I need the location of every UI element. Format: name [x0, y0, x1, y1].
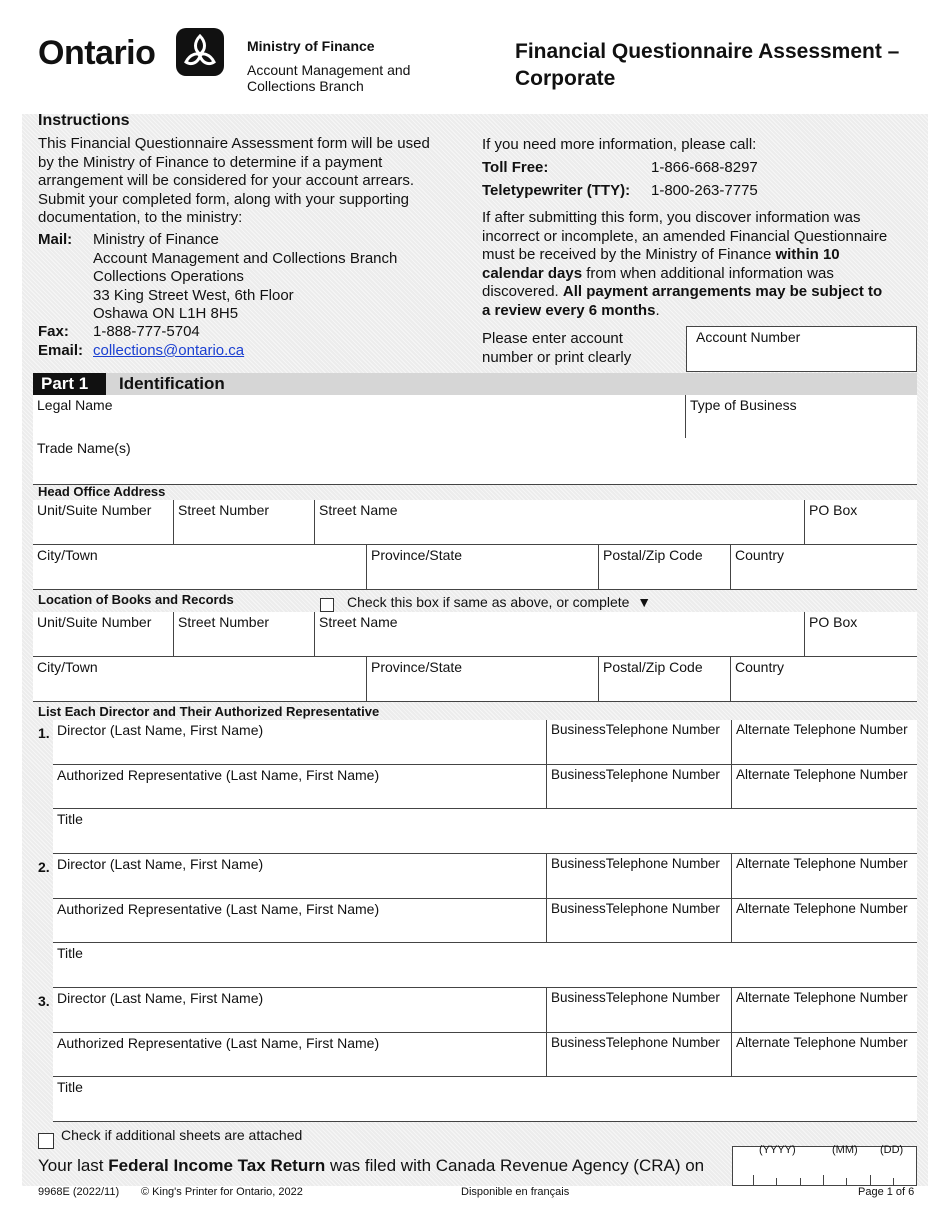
tollfree-label: Toll Free: [482, 159, 549, 176]
mail-line: Ministry of Finance [93, 231, 219, 248]
director-alt-tel-field[interactable] [732, 720, 917, 764]
mm-label: (MM) [832, 1144, 858, 1156]
rep-alt-tel-field[interactable] [732, 765, 917, 808]
instructions-line: This Financial Questionnaire Assessment form will be used [38, 135, 430, 152]
ho-province-field[interactable] [367, 545, 598, 589]
director-group-3 [53, 988, 917, 1121]
form-title-line-2: Corporate [515, 67, 616, 90]
br-street-name-field[interactable] [315, 612, 804, 656]
notice-bold: within 10 [775, 246, 840, 264]
mail-address [93, 231, 397, 324]
tollfree-number: 1-866-668-8297 [651, 159, 758, 176]
yyyy-label: (YYYY) [759, 1144, 796, 1156]
type-of-business-field[interactable] [686, 395, 917, 440]
alt-tel-label: Alternate Telephone Number [736, 1035, 908, 1050]
business-tel-label: BusinessTelephone Number [551, 767, 720, 782]
part1-badge: Part 1 [33, 373, 106, 395]
unit-label: Unit/Suite Number [37, 614, 152, 630]
additional-sheets-checkbox[interactable] [38, 1133, 54, 1149]
ministry-name: Ministry of Finance [247, 38, 375, 54]
rep-business-tel-field[interactable] [547, 899, 731, 942]
br-province-field[interactable] [367, 657, 598, 701]
tty-label: Teletypewriter (TTY): [482, 182, 631, 199]
country-label: Country [735, 547, 785, 563]
street-number-label: Street Number [178, 502, 270, 518]
director-name-field[interactable] [53, 988, 546, 1032]
mail-line: Collections Operations [93, 268, 244, 285]
notice-bold: All payment arrangements may be subject to [562, 283, 883, 301]
city-label: City/Town [37, 547, 98, 563]
title-field[interactable] [53, 943, 917, 987]
rep-alt-tel-field[interactable] [732, 1033, 917, 1076]
account-number-label: Account Number [696, 329, 801, 345]
mail-line: 33 King Street West, 6th Floor [93, 286, 294, 304]
director-label: Director (Last Name, First Name) [57, 990, 264, 1006]
branch-line-2: Collections Branch [247, 78, 364, 94]
director-label: Director (Last Name, First Name) [57, 722, 264, 738]
title-label: Title [57, 811, 83, 827]
br-country-field[interactable] [731, 657, 917, 701]
directors-heading: List Each Director and Their Authorized Representative [38, 704, 380, 719]
title-label: Title [57, 945, 83, 961]
notice-text: discovered. [482, 283, 563, 301]
br-po-box-field[interactable] [805, 612, 917, 656]
director-business-tel-field[interactable] [547, 720, 731, 764]
director-name-field[interactable] [53, 854, 546, 898]
trade-name-label: Trade Name(s) [37, 440, 131, 456]
amendment-notice [482, 209, 922, 321]
ho-postal-field[interactable] [599, 545, 730, 589]
notice-text: from when additional information was [582, 264, 834, 282]
rep-label: Authorized Representative (Last Name, First Name) [57, 901, 380, 917]
type-of-business-label: Type of Business [690, 397, 797, 413]
down-arrow-icon: ▼ [637, 594, 652, 610]
trillium-logo-icon [176, 28, 224, 81]
mail-label: Mail: [38, 231, 73, 248]
same-as-above-checkbox[interactable] [320, 598, 334, 612]
ho-street-number-field[interactable] [174, 500, 314, 544]
director-business-tel-field[interactable] [547, 854, 731, 898]
br-postal-field[interactable] [599, 657, 730, 701]
notice-text: must be received by the Ministry of Finance [482, 246, 776, 264]
tax-date-field[interactable] [732, 1146, 917, 1186]
city-label: City/Town [37, 659, 98, 675]
form-title-line-1: Financial Questionnaire Assessment – [515, 40, 900, 63]
alt-tel-label: Alternate Telephone Number [736, 856, 908, 871]
fax-label: Fax: [38, 323, 69, 340]
fax-number: 1-888-777-5704 [93, 323, 200, 340]
instructions-line: arrangement will be considered for your account arrears. [38, 172, 415, 189]
alt-tel-label: Alternate Telephone Number [736, 990, 908, 1005]
account-prompt-line: Please enter account [482, 330, 623, 347]
books-row-2 [33, 657, 917, 701]
title-label: Title [57, 1079, 83, 1095]
ho-city-field[interactable] [33, 545, 366, 589]
business-tel-label: BusinessTelephone Number [551, 856, 720, 871]
director-group-1 [53, 720, 917, 853]
ho-street-name-field[interactable] [315, 500, 804, 544]
street-number-label: Street Number [178, 614, 270, 630]
part1-title: Identification [119, 374, 225, 393]
instructions-line: Submit your completed form, along with your supporting [38, 190, 410, 208]
notice-bold: a review every 6 months [482, 301, 656, 319]
ho-unit-field[interactable] [33, 500, 173, 544]
head-office-row-2 [33, 545, 917, 589]
street-name-label: Street Name [319, 502, 398, 518]
business-tel-label: BusinessTelephone Number [551, 1035, 720, 1050]
business-tel-label: BusinessTelephone Number [551, 722, 720, 737]
tax-text: Your last [38, 1156, 109, 1175]
rep-label: Authorized Representative (Last Name, First Name) [57, 1035, 380, 1051]
rep-name-field[interactable] [53, 899, 546, 942]
rep-alt-tel-field[interactable] [732, 899, 917, 942]
business-tel-label: BusinessTelephone Number [551, 901, 720, 916]
alt-tel-label: Alternate Telephone Number [736, 901, 908, 916]
rep-name-field[interactable] [53, 765, 546, 808]
legal-name-label: Legal Name [37, 397, 113, 413]
director-number: 1. [38, 725, 50, 741]
account-prompt [482, 329, 631, 367]
notice-bold: calendar days [482, 264, 583, 282]
alt-tel-label: Alternate Telephone Number [736, 767, 908, 782]
instructions-line: documentation, to the ministry: [38, 209, 243, 226]
dd-label: (DD) [880, 1144, 904, 1156]
trade-name-field[interactable] [33, 438, 917, 484]
account-prompt-line: number or print clearly [482, 349, 632, 366]
director-business-tel-field[interactable] [547, 988, 731, 1032]
country-label: Country [735, 659, 785, 675]
tax-bold: Federal Income Tax Return [108, 1156, 326, 1175]
rep-business-tel-field[interactable] [547, 1033, 731, 1076]
same-as-above-label [347, 594, 651, 610]
instructions-line: by the Ministry of Finance to determine if a payment [38, 153, 383, 171]
tax-return-statement [38, 1156, 704, 1176]
form-number: 9968E (2022/11) [38, 1186, 120, 1198]
ontario-logo-text: Ontario [38, 34, 156, 72]
form-title [515, 38, 899, 92]
director-number: 3. [38, 993, 50, 1009]
legal-name-field[interactable] [33, 395, 685, 440]
page-number: Page 1 of 6 [858, 1186, 915, 1198]
rep-name-field[interactable] [53, 1033, 546, 1076]
rep-label: Authorized Representative (Last Name, First Name) [57, 767, 380, 783]
notice-line: incorrect or incomplete, an amended Financial Questionnaire [482, 227, 888, 245]
instructions-heading: Instructions [38, 112, 130, 129]
ho-po-box-field[interactable] [805, 500, 917, 544]
email-label: Email: [38, 342, 84, 359]
postal-label: Postal/Zip Code [603, 659, 703, 675]
books-records-heading: Location of Books and Records [38, 592, 234, 607]
books-row-1 [33, 612, 917, 657]
same-as-above-text: Check this box if same as above, or complete [347, 594, 630, 610]
head-office-heading: Head Office Address [38, 484, 166, 499]
instructions-text [38, 135, 458, 228]
alt-tel-label: Alternate Telephone Number [736, 722, 908, 737]
province-label: Province/State [371, 547, 463, 563]
tty-number: 1-800-263-7775 [651, 182, 758, 199]
notice-text: . [655, 301, 660, 319]
po-box-label: PO Box [809, 502, 858, 518]
director-alt-tel-field[interactable] [732, 854, 917, 898]
director-name-field[interactable] [53, 720, 546, 764]
branch-line-1: Account Management and [247, 62, 411, 78]
br-unit-field[interactable] [33, 612, 173, 656]
br-city-field[interactable] [33, 657, 366, 701]
province-label: Province/State [371, 659, 463, 675]
notice-line: If after submitting this form, you discover information was [482, 209, 861, 226]
mail-line: Oshawa ON L1H 8H5 [93, 305, 239, 322]
mail-line: Account Management and Collections Branch [93, 249, 398, 267]
copyright: © King's Printer for Ontario, 2022 [141, 1186, 303, 1198]
rep-business-tel-field[interactable] [547, 765, 731, 808]
unit-label: Unit/Suite Number [37, 502, 152, 518]
director-label: Director (Last Name, First Name) [57, 856, 264, 872]
title-field[interactable] [53, 1077, 917, 1121]
head-office-row-1 [33, 500, 917, 545]
business-tel-label: BusinessTelephone Number [551, 990, 720, 1005]
email-link[interactable]: collections@ontario.ca [93, 342, 245, 359]
account-number-field[interactable] [686, 326, 917, 372]
director-group-2 [53, 854, 917, 987]
street-name-label: Street Name [319, 614, 398, 630]
director-alt-tel-field[interactable] [732, 988, 917, 1032]
postal-label: Postal/Zip Code [603, 547, 703, 563]
title-field[interactable] [53, 809, 917, 853]
additional-sheets-label: Check if additional sheets are attached [61, 1127, 303, 1143]
br-street-number-field[interactable] [174, 612, 314, 656]
po-box-label: PO Box [809, 614, 858, 630]
director-number: 2. [38, 859, 50, 875]
french-available: Disponible en français [461, 1186, 570, 1198]
tax-text: was filed with Canada Revenue Agency (CRA) on [325, 1156, 705, 1175]
ho-country-field[interactable] [731, 545, 917, 589]
contact-intro: If you need more information, please call: [482, 136, 757, 153]
